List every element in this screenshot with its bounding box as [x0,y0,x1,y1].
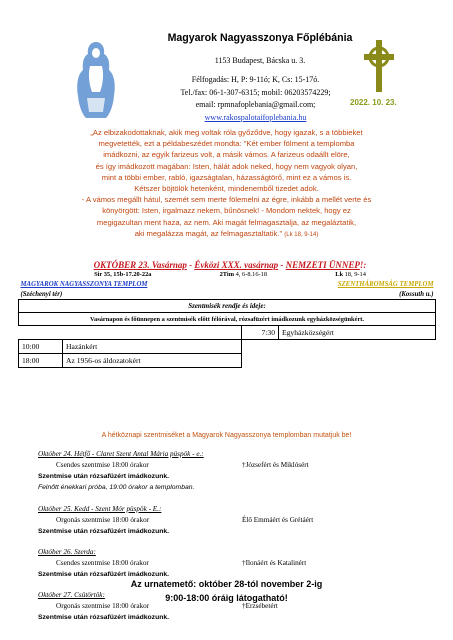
church-alt-street: (Kossuth u.) [399,290,434,298]
quote-reference: (Lk 18, 9-14) [284,231,319,238]
table-row [19,326,436,340]
day-name: Október 24. Hétfő [38,450,91,458]
parish-address: 1153 Budapest, Bácska u. 3. [214,56,306,65]
mass-schedule-table [18,279,436,368]
quote-line-last: aki megalázza magát, az felmagasztaltatik." [134,228,283,238]
heading-tail: !: [359,260,367,270]
separator: - [278,260,286,270]
quote-line: könyörgött: Isten, irgalmazz nekem, bűnösnek! - Mondom nektek, hogy ez [102,206,351,216]
church-alt: SZENTHÁROMSÁG TEMPLOM [337,280,434,288]
mass-type: Csendes szentmise 18:00 órakor [56,461,149,469]
rosary-note: Szentmise után rózsafüzért imádkozunk. [38,571,170,578]
contact-info [153,74,358,124]
website-link[interactable]: www.rakospalotaifoplebania.hu [204,112,307,122]
sunday-name: Évközi XXX. vasárnap [194,260,279,270]
mass-intention: †Ilonáért és Katalinért [242,559,307,567]
reading-3: Lk 18, 9-14 [335,271,366,278]
quote-line: Kétszer böjtölök hetenként, mindenemből tizedet adok. [134,184,319,194]
quote-line: mint a többi ember, rabló, igazságtalan, házasságtörő, mint ez a vámos is. [101,172,352,182]
church-main-street: (Széchenyi tér) [20,290,63,298]
list-item [38,503,438,537]
mass-time: 10:00 [19,340,63,354]
schedule-header: Szentmisék rendje és ideje: [19,300,436,313]
schedule-caption-row [19,313,436,326]
gospel-quote [20,127,433,241]
day-name: Október 26. Szerda [38,548,94,556]
separator: - [186,260,195,270]
email-line[interactable]: email: rpmnafoplebania@gmail.com; [195,100,316,110]
readings-line [60,271,400,278]
alt-time: 7:30 [242,326,279,340]
day-feast: : [102,591,105,599]
office-hours: Félfogadás: H, P: 9-11ó; K, Cs: 15-17ó. [191,75,320,84]
quote-line: imádkozni, az egyik farizeus volt, a másik vámos. A farizeus odaállt elöre, [103,150,350,160]
mass-intention: †Józsefért és Miklósért [242,461,309,469]
church-main: MAGYAROK NAGYASSZONYA TEMPLOM [20,280,148,288]
table-row [19,340,436,354]
quote-line: - A vámos megállt hátul, szemét sem merte fölemelni az égre, inkább a mellét verte és [81,195,372,205]
rosary-note: Szentmise után rózsafüzért imádkozunk. [38,614,170,621]
celtic-cross-icon [360,40,398,92]
day-feast: - Claret Szent Antal Mária püspök - e.: [90,450,204,458]
reading-2: 2Tim 4, 6-8.16-18 [219,271,268,278]
schedule-caption: Vasárnapon és főünnepen a szentmisék előtt félórával, rózsafüzért imádkozunk egyházközségünkért. [19,313,436,326]
mass-type: Csendes szentmise 18:00 órakor [56,559,149,567]
quote-line: „Az elbizakodottaknak, akik meg voltak róla győződve, hogy igazak, s a többieket [90,128,363,137]
mass-intent: Az 1956-os áldozatokért [63,354,242,368]
cemetery-notice [40,577,413,605]
church-row [19,279,436,289]
reading-1: Sir 35, 15b-17.20-22a [94,271,152,278]
parish-title: Magyarok Nagyasszonya Főplébánia [167,32,353,44]
choir-note: Felnőtt énekkari próba, 19:00 órakor a templomban. [38,484,195,491]
mass-intention: Élő Emmáért és Grétáért [242,516,314,524]
day-name: Október 27. Csütörtök [38,591,103,599]
quote-line: és így imádkozott magában: Isten, hálát adok neked, hogy nem vagyok olyan, [95,161,358,171]
rosary-note: Szentmise után rózsafüzért imádkozunk. [38,528,170,535]
list-item [38,546,438,580]
sunday-heading [30,260,430,270]
mass-type: Orgonás szentmise 18:00 órakor [56,516,150,524]
day-feast: - Szent Mór püspök - E.: [89,505,162,513]
mass-type: Orgonás szentmise 18:00 órakor [56,602,150,610]
alt-intent: Egyházközségért [279,326,436,340]
holiday-name: NEMZETI ÜNNEP [285,260,360,270]
madonna-statue-logo [68,40,124,120]
church-street-row [19,289,436,300]
mass-time: 18:00 [19,354,63,368]
mass-intent: Hazánkért [63,340,242,354]
day-name: Október 25. Kedd [38,505,90,513]
day-feast: : [93,548,96,556]
quote-line: megigazultan ment haza, az nem. Aki magát felmagasztalja, az megaláztatik, [96,217,357,227]
bulletin-date: 2022. 10. 23. [350,98,397,107]
sunday-date: OKTÓBER 23. Vasárnap [93,260,187,270]
mass-intention: †Erzsébetért [242,602,278,610]
rosary-note: Szentmise után rózsafüzért imádkozunk. [38,473,170,480]
cemetery-line-2: 9:00-18:00 óráig látogatható! [165,593,288,603]
phone-line: Tel./fax: 06-1-307-6315; mobil: 06203574229; [180,87,331,97]
quote-line [20,228,433,241]
quote-line: megvetették, ezt a példabeszédet mondta: "Két ember fölment a templomba [98,139,355,149]
cemetery-line-1: Az urnatemető: október 28-tól november 2-ig [130,579,323,589]
weekday-note: A hétköznapi szentmiséket a Magyarok Nagyasszonya templomban mutatjuk be! [101,432,352,439]
schedule-header-row [19,300,436,313]
list-item [38,448,438,494]
table-row [19,354,436,368]
